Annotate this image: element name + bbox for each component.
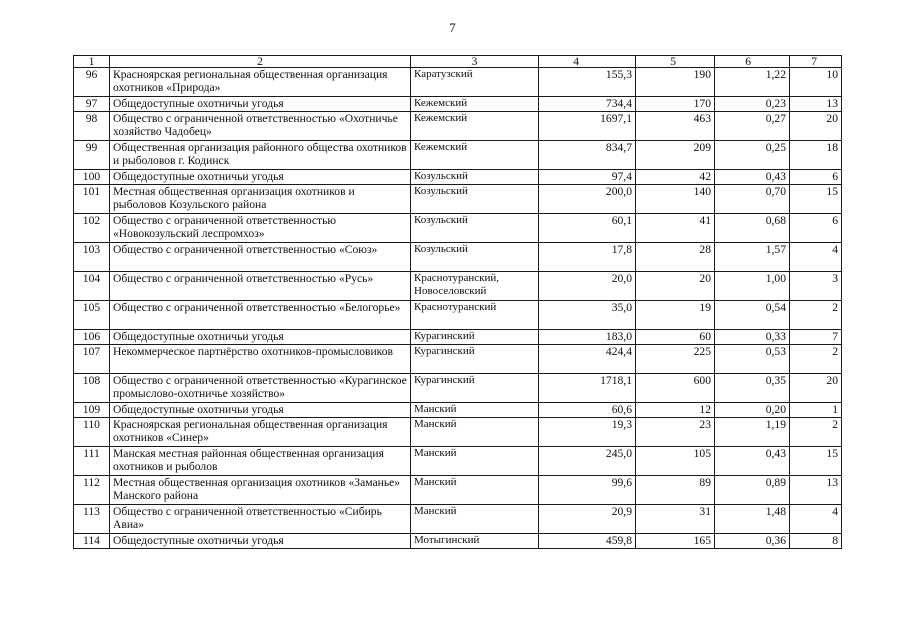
value-col-4: 459,8 — [539, 534, 636, 549]
value-col-6: 0,53 — [715, 345, 790, 374]
column-header-4: 4 — [539, 56, 636, 68]
row-number: 106 — [74, 330, 110, 345]
table-row — [74, 418, 842, 447]
organization-name: Некоммерческое партнёрство охотников-промысловиков — [110, 345, 411, 374]
value-col-7: 4 — [790, 505, 842, 534]
row-number: 105 — [74, 301, 110, 330]
value-col-6: 0,43 — [715, 447, 790, 476]
value-col-4: 17,8 — [539, 243, 636, 272]
value-col-6: 0,25 — [715, 141, 790, 170]
value-col-6: 0,27 — [715, 112, 790, 141]
column-header-6: 6 — [715, 56, 790, 68]
value-col-6: 0,70 — [715, 185, 790, 214]
value-col-7: 7 — [790, 330, 842, 345]
organization-name: Местная общественная организация охотников и рыболовов Козульского района — [110, 185, 411, 214]
value-col-5: 42 — [636, 170, 715, 185]
row-number: 111 — [74, 447, 110, 476]
value-col-7: 13 — [790, 97, 842, 112]
value-col-4: 183,0 — [539, 330, 636, 345]
value-col-7: 20 — [790, 374, 842, 403]
value-col-7: 2 — [790, 301, 842, 330]
value-col-4: 155,3 — [539, 68, 636, 97]
value-col-7: 4 — [790, 243, 842, 272]
row-number: 107 — [74, 345, 110, 374]
table-row — [74, 345, 842, 374]
organization-name: Общество с ограниченной ответственностью «Сибирь Авиа» — [110, 505, 411, 534]
table-row — [74, 141, 842, 170]
table-row — [74, 97, 842, 112]
value-col-4: 424,4 — [539, 345, 636, 374]
value-col-6: 0,23 — [715, 97, 790, 112]
value-col-7: 2 — [790, 418, 842, 447]
row-number: 100 — [74, 170, 110, 185]
value-col-7: 1 — [790, 403, 842, 418]
district-name: Кежемский — [411, 97, 539, 112]
organization-name: Общество с ограниченной ответственностью «Курагинское промыслово-охотничье хозяйство» — [110, 374, 411, 403]
row-number: 110 — [74, 418, 110, 447]
table-body — [74, 56, 842, 549]
value-col-5: 463 — [636, 112, 715, 141]
value-col-7: 18 — [790, 141, 842, 170]
district-name: Краснотуранский — [411, 301, 539, 330]
value-col-4: 99,6 — [539, 476, 636, 505]
table-row — [74, 330, 842, 345]
value-col-6: 0,33 — [715, 330, 790, 345]
organization-name: Общество с ограниченной ответственностью «Охотничье хозяйство Чадобец» — [110, 112, 411, 141]
row-number: 99 — [74, 141, 110, 170]
table-row — [74, 272, 842, 301]
row-number: 98 — [74, 112, 110, 141]
row-number: 103 — [74, 243, 110, 272]
value-col-6: 1,00 — [715, 272, 790, 301]
value-col-6: 1,22 — [715, 68, 790, 97]
district-name: Краснотуранский, Новоселовский — [411, 272, 539, 301]
value-col-5: 190 — [636, 68, 715, 97]
organization-name: Общедоступные охотничьи угодья — [110, 97, 411, 112]
value-col-6: 0,43 — [715, 170, 790, 185]
table-row — [74, 112, 842, 141]
value-col-7: 8 — [790, 534, 842, 549]
column-header-7: 7 — [790, 56, 842, 68]
district-name: Каратузский — [411, 68, 539, 97]
value-col-7: 15 — [790, 447, 842, 476]
table-row — [74, 374, 842, 403]
value-col-4: 35,0 — [539, 301, 636, 330]
value-col-4: 245,0 — [539, 447, 636, 476]
value-col-7: 20 — [790, 112, 842, 141]
row-number: 96 — [74, 68, 110, 97]
value-col-7: 13 — [790, 476, 842, 505]
value-col-4: 20,0 — [539, 272, 636, 301]
column-header-3: 3 — [411, 56, 539, 68]
row-number: 114 — [74, 534, 110, 549]
value-col-5: 28 — [636, 243, 715, 272]
value-col-6: 0,36 — [715, 534, 790, 549]
table-row — [74, 403, 842, 418]
value-col-5: 41 — [636, 214, 715, 243]
row-number: 113 — [74, 505, 110, 534]
row-number: 97 — [74, 97, 110, 112]
district-name: Курагинский — [411, 330, 539, 345]
district-name: Кежемский — [411, 112, 539, 141]
page-number: 7 — [449, 20, 456, 35]
district-name: Козульский — [411, 214, 539, 243]
column-header-1: 1 — [74, 56, 110, 68]
district-name: Манский — [411, 447, 539, 476]
value-col-6: 1,57 — [715, 243, 790, 272]
value-col-5: 600 — [636, 374, 715, 403]
organization-name: Общедоступные охотничьи угодья — [110, 170, 411, 185]
column-header-2: 2 — [110, 56, 411, 68]
table-row — [74, 243, 842, 272]
district-name: Манский — [411, 403, 539, 418]
value-col-5: 140 — [636, 185, 715, 214]
table-row — [74, 214, 842, 243]
header-row — [74, 56, 842, 68]
value-col-5: 12 — [636, 403, 715, 418]
row-number: 109 — [74, 403, 110, 418]
value-col-6: 1,48 — [715, 505, 790, 534]
table-row — [74, 505, 842, 534]
value-col-4: 200,0 — [539, 185, 636, 214]
value-col-5: 105 — [636, 447, 715, 476]
row-number: 112 — [74, 476, 110, 505]
value-col-5: 60 — [636, 330, 715, 345]
value-col-4: 20,9 — [539, 505, 636, 534]
value-col-4: 19,3 — [539, 418, 636, 447]
district-name: Козульский — [411, 243, 539, 272]
district-name: Козульский — [411, 170, 539, 185]
value-col-4: 1718,1 — [539, 374, 636, 403]
value-col-7: 2 — [790, 345, 842, 374]
row-number: 104 — [74, 272, 110, 301]
table-row — [74, 447, 842, 476]
organization-name: Общедоступные охотничьи угодья — [110, 403, 411, 418]
row-number: 101 — [74, 185, 110, 214]
value-col-5: 209 — [636, 141, 715, 170]
district-name: Курагинский — [411, 345, 539, 374]
organization-name: Местная общественная организация охотников «Заманье» Манского района — [110, 476, 411, 505]
row-number: 102 — [74, 214, 110, 243]
value-col-4: 834,7 — [539, 141, 636, 170]
organization-name: Общедоступные охотничьи угодья — [110, 330, 411, 345]
organization-name: Красноярская региональная общественная организация охотников «Синер» — [110, 418, 411, 447]
organization-name: Общество с ограниченной ответственностью «Белогорье» — [110, 301, 411, 330]
value-col-5: 20 — [636, 272, 715, 301]
column-header-5: 5 — [636, 56, 715, 68]
value-col-4: 97,4 — [539, 170, 636, 185]
value-col-4: 60,6 — [539, 403, 636, 418]
value-col-4: 60,1 — [539, 214, 636, 243]
value-col-5: 19 — [636, 301, 715, 330]
table-row — [74, 476, 842, 505]
district-name: Кежемский — [411, 141, 539, 170]
organization-name: Общество с ограниченной ответственностью «Новокозульский леспромхоз» — [110, 214, 411, 243]
table-row — [74, 534, 842, 549]
value-col-5: 165 — [636, 534, 715, 549]
value-col-6: 1,19 — [715, 418, 790, 447]
value-col-5: 31 — [636, 505, 715, 534]
district-name: Манский — [411, 418, 539, 447]
organization-name: Общедоступные охотничьи угодья — [110, 534, 411, 549]
value-col-7: 3 — [790, 272, 842, 301]
value-col-5: 170 — [636, 97, 715, 112]
organization-name: Общество с ограниченной ответственностью «Русь» — [110, 272, 411, 301]
district-name: Мотыгинский — [411, 534, 539, 549]
value-col-6: 0,20 — [715, 403, 790, 418]
value-col-6: 0,89 — [715, 476, 790, 505]
value-col-5: 225 — [636, 345, 715, 374]
value-col-7: 15 — [790, 185, 842, 214]
value-col-5: 89 — [636, 476, 715, 505]
value-col-7: 6 — [790, 214, 842, 243]
district-name: Козульский — [411, 185, 539, 214]
district-name: Манский — [411, 505, 539, 534]
value-col-6: 0,54 — [715, 301, 790, 330]
value-col-4: 1697,1 — [539, 112, 636, 141]
hunting-grounds-table — [73, 55, 842, 549]
value-col-6: 0,68 — [715, 214, 790, 243]
table-row — [74, 170, 842, 185]
value-col-7: 10 — [790, 68, 842, 97]
organization-name: Красноярская региональная общественная организация охотников «Природа» — [110, 68, 411, 97]
value-col-5: 23 — [636, 418, 715, 447]
organization-name: Манская местная районная общественная организация охотников и рыболов — [110, 447, 411, 476]
table-row — [74, 185, 842, 214]
district-name: Курагинский — [411, 374, 539, 403]
district-name: Манский — [411, 476, 539, 505]
organization-name: Общественная организация районного общества охотников и рыболовов г. Кодинск — [110, 141, 411, 170]
value-col-7: 6 — [790, 170, 842, 185]
value-col-4: 734,4 — [539, 97, 636, 112]
table-row — [74, 301, 842, 330]
value-col-6: 0,35 — [715, 374, 790, 403]
organization-name: Общество с ограниченной ответственностью «Союз» — [110, 243, 411, 272]
table-row — [74, 68, 842, 97]
row-number: 108 — [74, 374, 110, 403]
